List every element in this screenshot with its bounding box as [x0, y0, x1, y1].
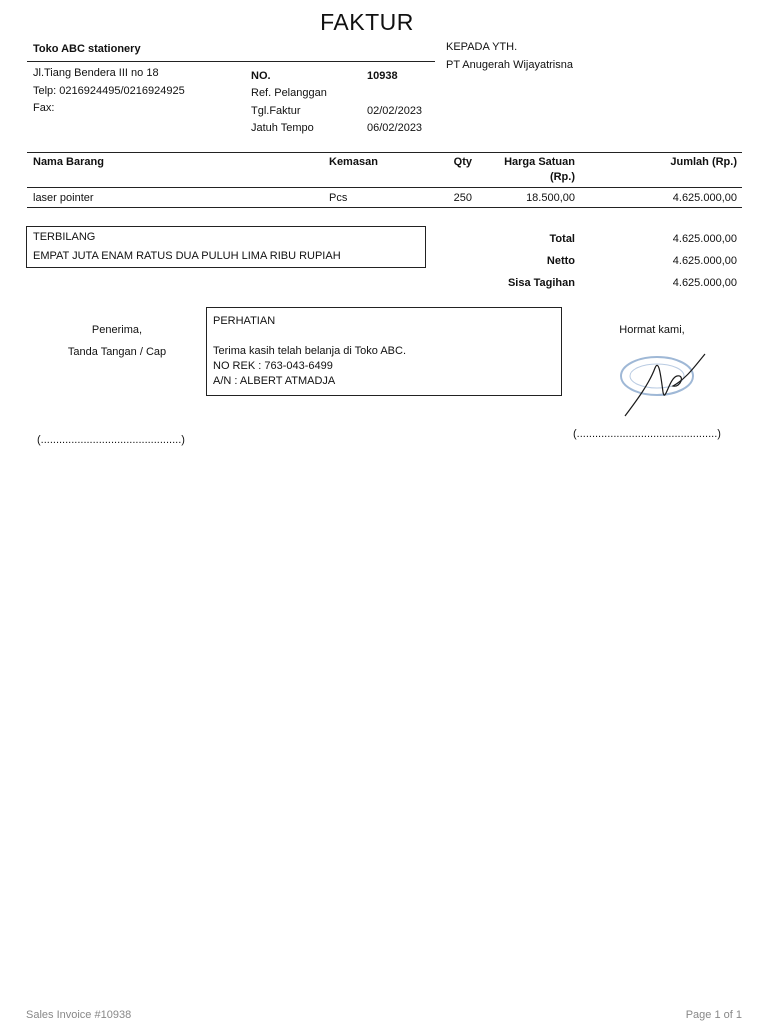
table-bottom-border	[27, 207, 742, 208]
netto-value: 4.625.000,00	[672, 255, 737, 267]
spelled-amount-box	[26, 226, 426, 268]
seller-fax: Fax:	[33, 102, 55, 114]
header-unit: Kemasan	[329, 156, 378, 168]
due-date-label: Jatuh Tempo	[251, 122, 314, 134]
notice-label: PERHATIAN	[213, 315, 276, 327]
invoice-no-label: NO.	[251, 70, 271, 82]
table-top-border	[27, 152, 742, 153]
receiver-signature-line: (..............................................)	[37, 434, 185, 446]
seller-name: Toko ABC stationery	[33, 43, 141, 55]
row-amount: 4.625.000,00	[672, 192, 737, 204]
invoice-date-label: Tgl.Faktur	[251, 105, 301, 117]
stamp-signature-image	[615, 348, 715, 420]
total-label: Total	[549, 233, 575, 245]
seller-divider	[27, 61, 435, 62]
seller-phone: Telp: 0216924495/0216924925	[33, 85, 185, 97]
total-value: 4.625.000,00	[672, 233, 737, 245]
footer-invoice-ref: Sales Invoice #10938	[26, 1009, 132, 1021]
spelled-label: TERBILANG	[33, 231, 96, 243]
receiver-sign-label: Tanda Tangan / Cap	[67, 346, 167, 358]
sender-label: Hormat kami,	[619, 324, 685, 336]
header-item: Nama Barang	[33, 156, 104, 168]
recipient-name: PT Anugerah Wijayatrisna	[446, 59, 573, 71]
sender-signature-line: (..............................................)	[573, 428, 721, 440]
row-qty: 250	[453, 192, 472, 204]
row-price: 18.500,00	[526, 192, 575, 204]
due-date-value: 06/02/2023	[367, 122, 423, 134]
notice-thanks: Terima kasih telah belanja di Toko ABC.	[213, 345, 407, 357]
header-qty: Qty	[453, 156, 472, 168]
notice-account-name: A/N : ALBERT ATMADJA	[213, 375, 336, 387]
notice-account: NO REK : 763-043-6499	[213, 360, 333, 372]
balance-value: 4.625.000,00	[672, 277, 737, 289]
receiver-label: Penerima,	[91, 324, 143, 336]
customer-ref-label: Ref. Pelanggan	[251, 87, 327, 99]
header-price	[480, 156, 575, 183]
header-price-line1: Harga Satuan	[504, 156, 575, 168]
signature-icon	[625, 354, 705, 416]
invoice-date-value: 02/02/2023	[367, 105, 423, 117]
seller-address: Jl.Tiang Bendera III no 18	[33, 67, 159, 79]
recipient-label: KEPADA YTH.	[446, 41, 518, 53]
invoice-no-value: 10938	[367, 70, 398, 82]
table-row	[0, 188, 768, 207]
netto-label: Netto	[546, 255, 575, 267]
row-item: laser pointer	[33, 192, 94, 204]
stamp-icon	[621, 357, 693, 395]
invoice-title: FAKTUR	[320, 9, 414, 35]
footer-page-number: Page 1 of 1	[685, 1009, 742, 1021]
header-price-line2: (Rp.)	[549, 171, 575, 183]
balance-label: Sisa Tagihan	[507, 277, 575, 289]
header-amount: Jumlah (Rp.)	[670, 156, 737, 168]
row-unit: Pcs	[329, 192, 348, 204]
notice-box	[206, 307, 562, 396]
spelled-text: EMPAT JUTA ENAM RATUS DUA PULUH LIMA RIBU RUPIAH	[33, 250, 341, 262]
